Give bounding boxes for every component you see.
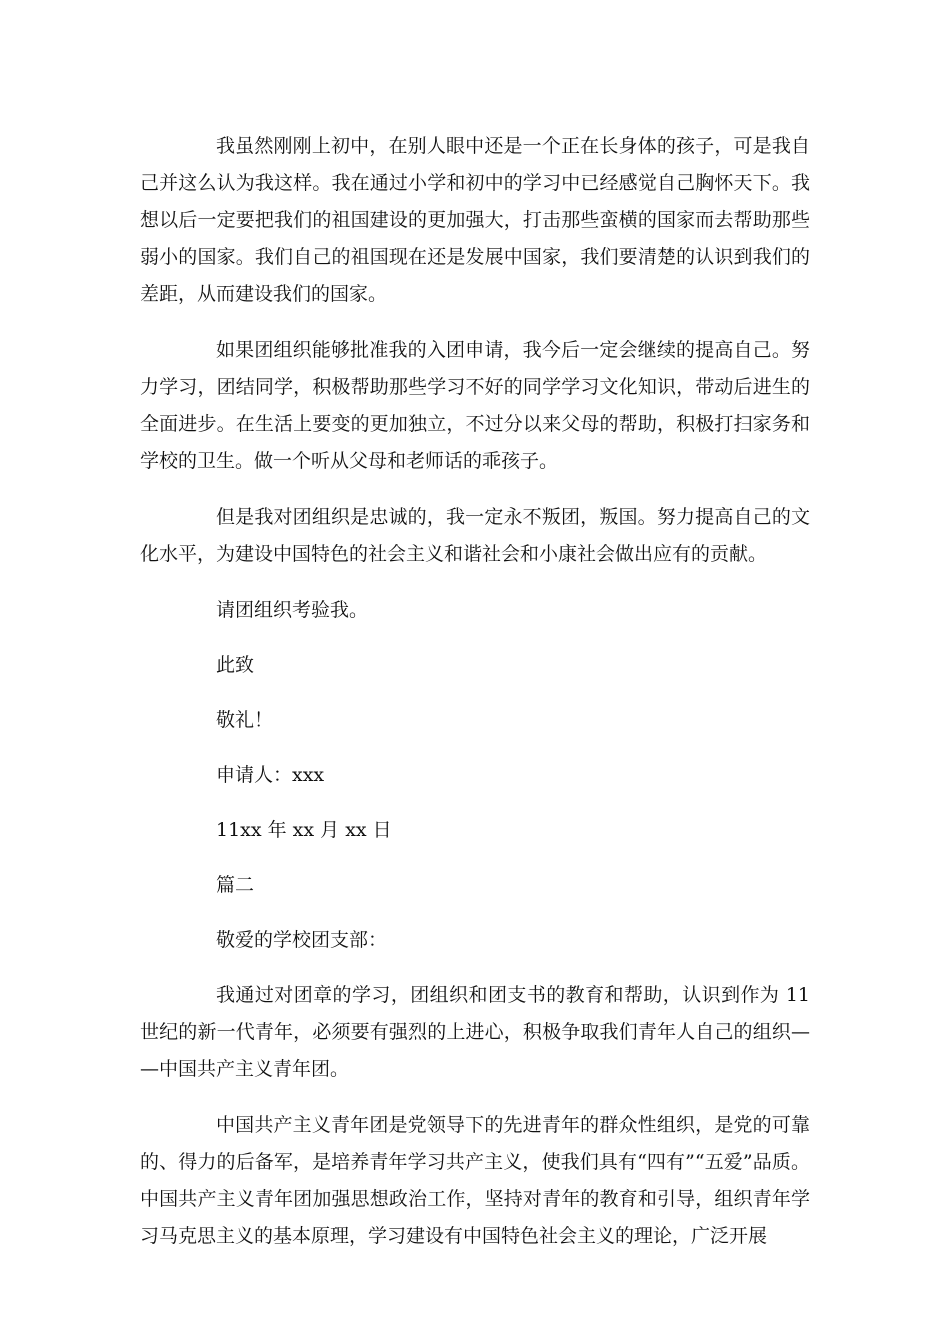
section-heading: 篇二 — [216, 874, 255, 896]
section-two-paragraph-2: 中国共产主义青年团是党领导下的先进青年的群众性组织，是党的可靠的、得力的后备军，是培养青年学习共产主义，使我们具有“四有”“五爱”品质。中国共产主义青年团加强思想政治工作，坚持对青年的教育和引导，组织青年学习马克思主义的基本原理，学习建设有中国特色社会主义的理论，广泛开展 — [140, 1114, 810, 1247]
paragraph-2: 如果团组织能够批准我的入团申请，我今后一定会继续的提高自己。努力学习，团结同学，积极帮助那些学习不好的同学学习文化知识，带动后进生的全面进步。在生活上要变的更加独立，不过分以来父母的帮助，积极打扫家务和学校的卫生。做一个听从父母和老师话的乖孩子。 — [140, 339, 810, 472]
salutation-line-1: 此致 — [216, 654, 255, 676]
request-line: 请团组织考验我。 — [216, 599, 369, 621]
document-body — [140, 128, 810, 1274]
salutation-line-2: 敬礼！ — [216, 709, 274, 731]
applicant-line: 申请人：xxx — [216, 764, 325, 786]
greeting-line: 敬爱的学校团支部： — [216, 929, 388, 951]
paragraph-3: 但是我对团组织是忠诚的，我一定永不叛团，叛国。努力提高自己的文化水平，为建设中国特色的社会主义和谐社会和小康社会做出应有的贡献。 — [140, 506, 810, 565]
paragraph-1: 我虽然刚刚上初中，在别人眼中还是一个正在长身体的孩子，可是我自己并这么认为我这样。我在通过小学和初中的学习中已经感觉自己胸怀天下。我想以后一定要把我们的祖国建设的更加强大，打击那些蛮横的国家而去帮助那些弱小的国家。我们自己的祖国现在还是发展中国家，我们要清楚的认识到我们的差距，从而建设我们的国家。 — [140, 135, 810, 305]
section-two-paragraph-1: 我通过对团章的学习，团组织和团支书的教育和帮助，认识到作为 11 世纪的新一代青年，必须要有强烈的上进心，积极争取我们青年人自己的组织——中国共产主义青年团。 — [140, 984, 810, 1080]
date-line: 11xx 年 xx 月 xx 日 — [216, 819, 392, 841]
